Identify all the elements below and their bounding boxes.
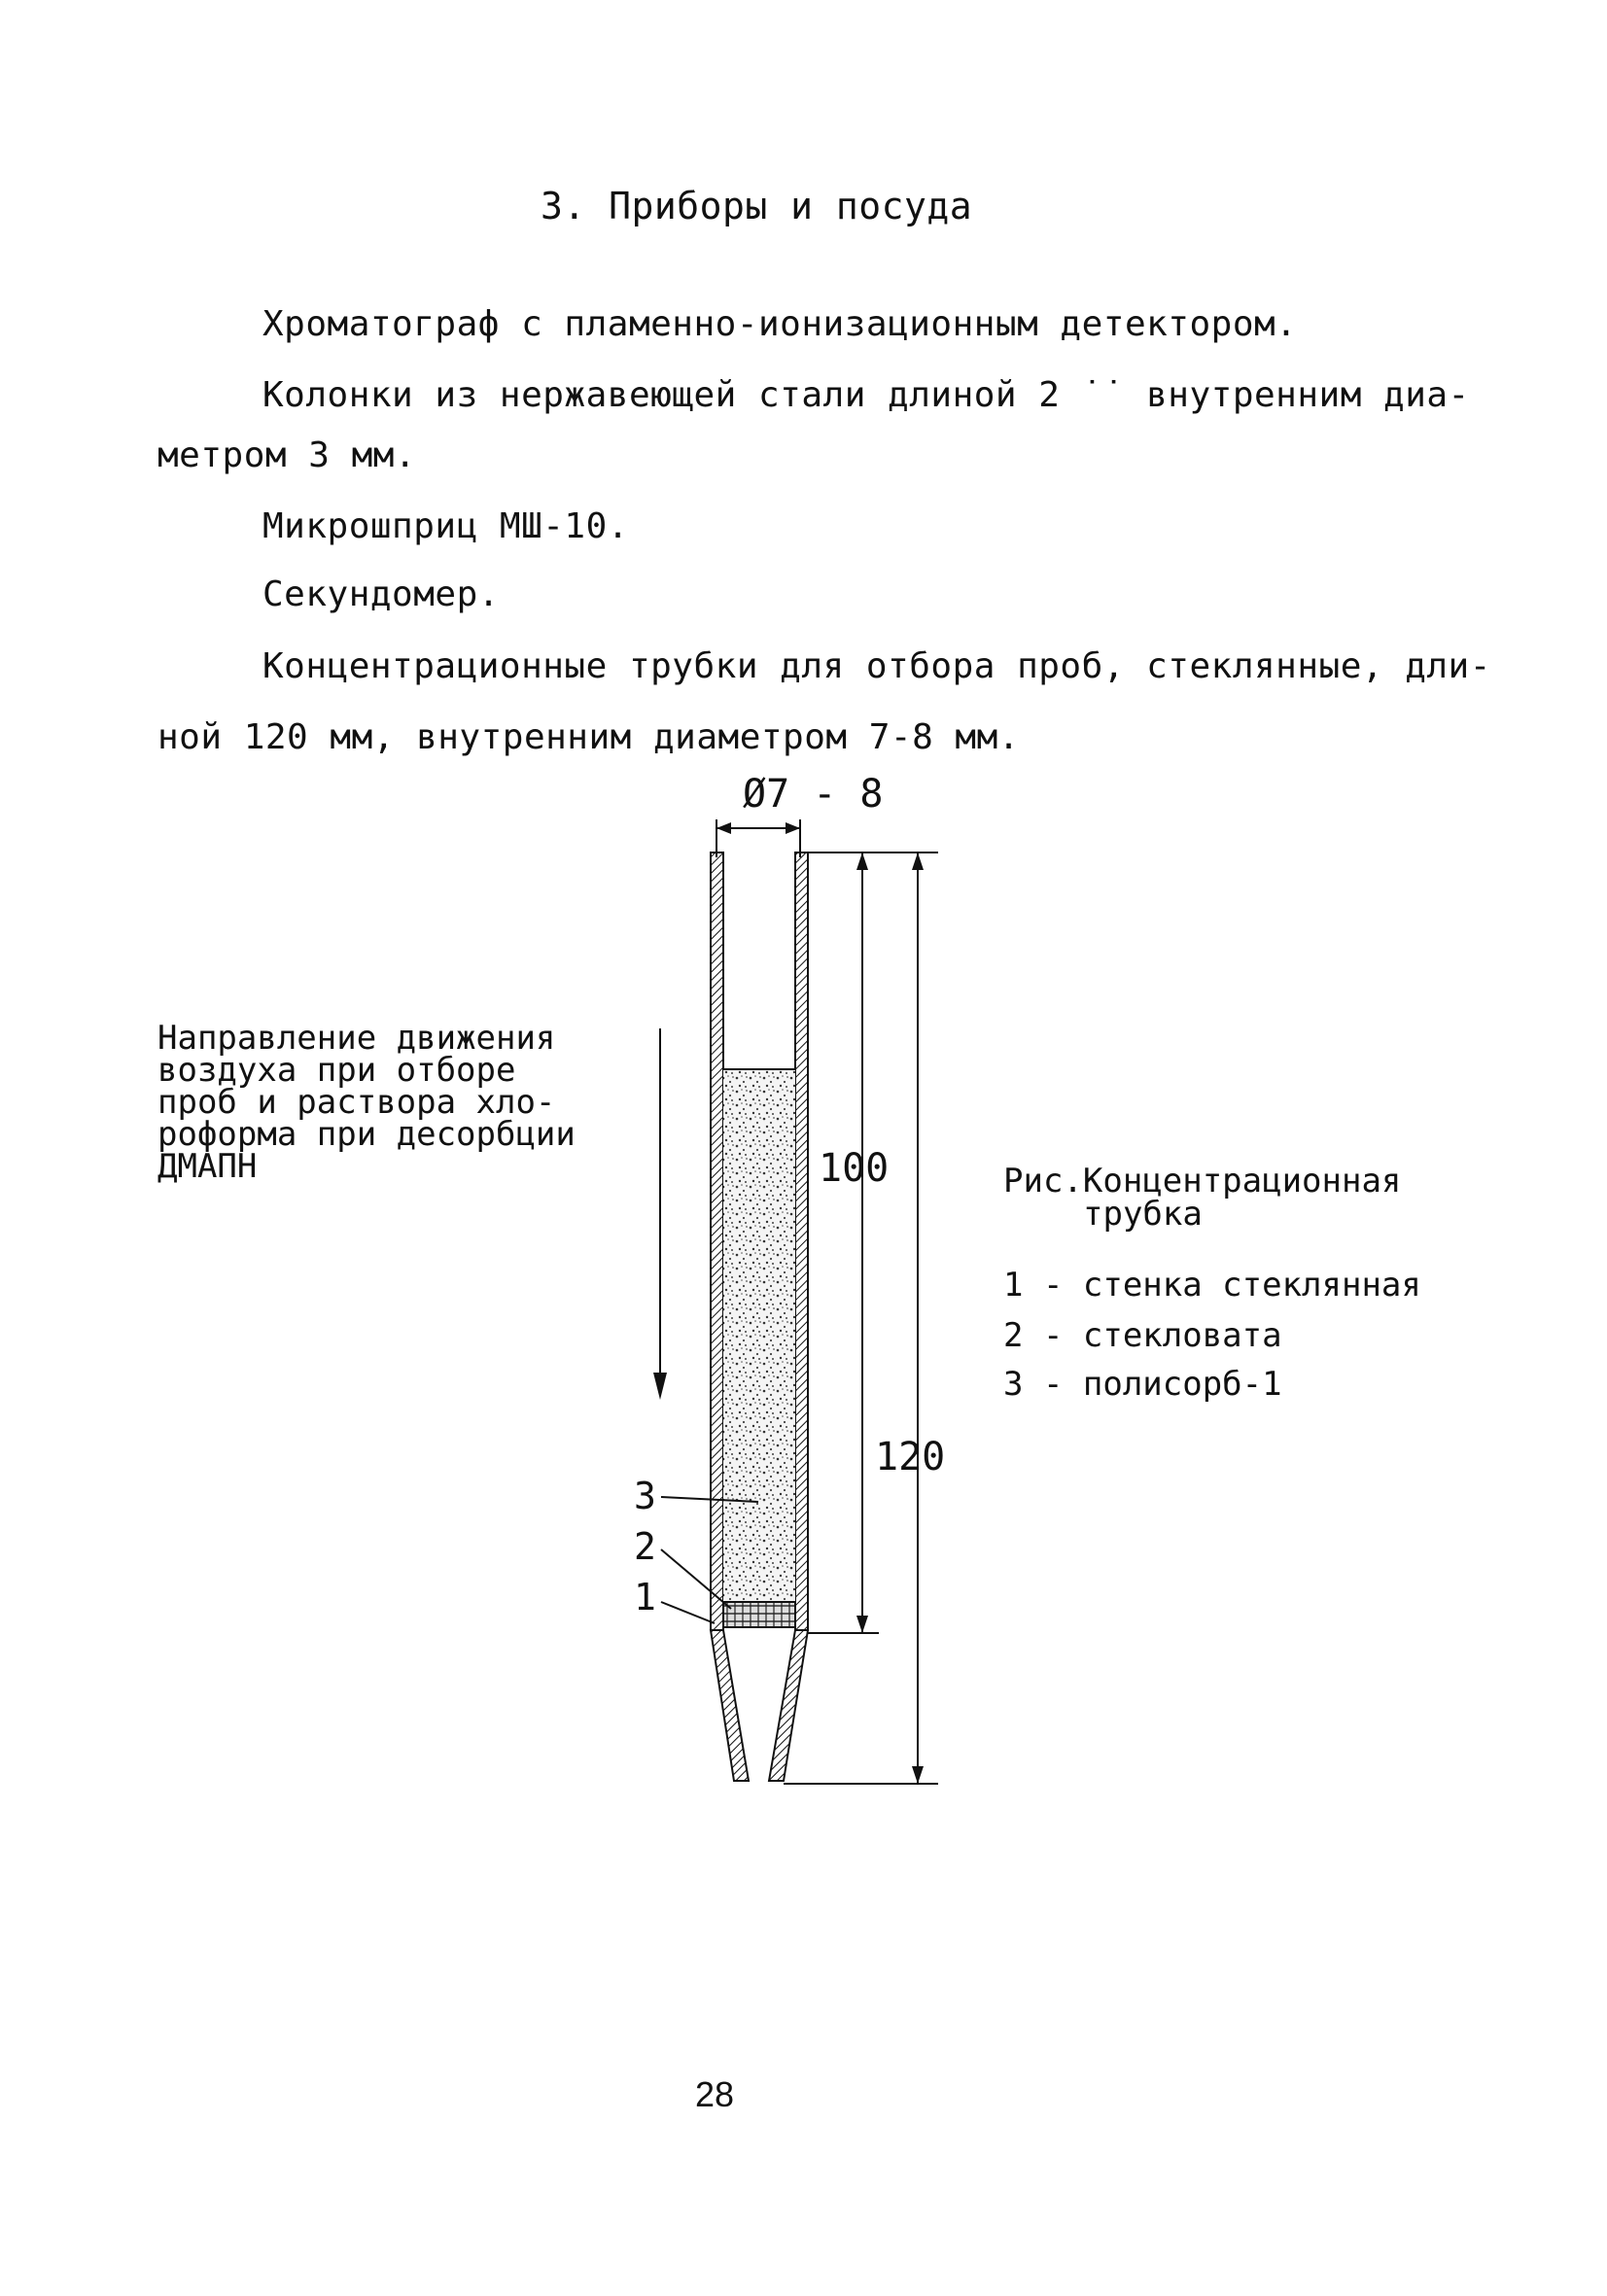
paragraph-chromatograph: Хроматограф с пламенно-ионизационным детектором. [262,304,1298,344]
tube-wall-left [711,852,723,1630]
sorbent-polysorb [723,1069,795,1602]
glass-wool-plug [723,1602,795,1627]
paragraph-tubes-line1: Концентрационные трубки для отбора проб, стеклянные, дли- [262,646,1491,686]
tube-wall-right [795,852,808,1630]
flow-direction-line: Направление движения [157,1019,556,1058]
legend-item-3: 3 - полисорб-1 [1003,1365,1282,1404]
figure-caption: Рис.Концентрационная [1003,1162,1402,1200]
figure-caption-line2: трубка [1083,1195,1203,1234]
dim-120-label: 120 [875,1435,946,1479]
dim-100-arrow-top [856,852,868,870]
dim-120-arrow-top [912,852,924,870]
page-number: 28 [694,2074,735,2114]
flow-direction-line: проб и раствора хло- [157,1083,556,1122]
diameter-label: Ø7 - 8 [743,772,884,817]
callout-1-leader [661,1602,715,1623]
dim-120-arrow-bottom [912,1766,924,1784]
flow-arrow-head [653,1373,667,1400]
paragraph-microsyringe: Микрошприц МШ-10. [262,506,629,546]
tube-taper-right [769,1630,808,1781]
callout-2-label: 2 [634,1525,656,1568]
paragraph-tubes-line2: ной 120 мм, внутренним диаметром 7-8 мм. [157,717,1020,757]
callout-1-label: 1 [634,1576,656,1618]
legend-item-1: 1 - стенка стеклянная [1003,1266,1421,1305]
flow-direction-line: ДМАПН [157,1147,258,1186]
legend-item-2: 2 - стекловата [1003,1316,1282,1355]
paragraph-columns-line1: Колонки из нержавеющей стали длиной 2 ˙˙ внутренним диа- [262,375,1470,415]
flow-direction-line: роформа при десорбции [157,1115,576,1154]
diameter-arrow-left [716,822,731,834]
flow-direction-line: воздуха при отборе [157,1051,516,1090]
paragraph-columns-line2: метром 3 мм. [157,435,417,475]
callout-3-label: 3 [634,1475,656,1517]
paragraph-stopwatch: Секундомер. [262,574,500,614]
tube-taper-left [711,1630,749,1781]
diameter-arrow-right [786,822,800,834]
dim-100-label: 100 [819,1146,890,1191]
dim-100-arrow-bottom [856,1616,868,1633]
section-title: 3. Приборы и посуда [541,185,973,227]
